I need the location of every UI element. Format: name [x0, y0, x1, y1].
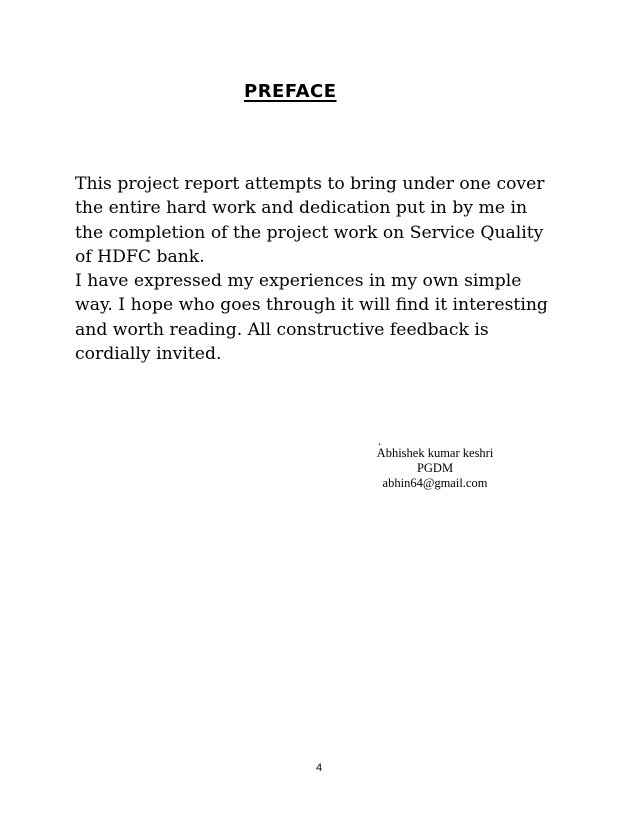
body-line: This project report attempts to bring under one cover	[75, 174, 545, 194]
body-line: of HDFC bank.	[75, 246, 205, 267]
signature-mark: .	[378, 434, 382, 448]
author-program: PGDM	[416, 461, 454, 475]
body-line: the entire hard work and dedication put in by me in	[75, 198, 528, 219]
body-line: I have expressed my experiences in my own simple	[75, 271, 522, 292]
body-line: the completion of the project work on Service Quality	[75, 222, 544, 243]
body-line: and worth reading. All constructive feedback is	[75, 319, 489, 340]
author-email: abhin64@gmail.com	[382, 476, 488, 490]
signature-block	[360, 436, 510, 491]
page-number: 4	[315, 762, 323, 774]
page-title: PREFACE	[244, 81, 337, 102]
body-line: cordially invited.	[75, 344, 222, 365]
body-line: way. I hope who goes through it will find it interesting	[75, 295, 548, 316]
author-name: Abhishek kumar keshri	[376, 446, 494, 460]
preface-body	[75, 172, 575, 366]
